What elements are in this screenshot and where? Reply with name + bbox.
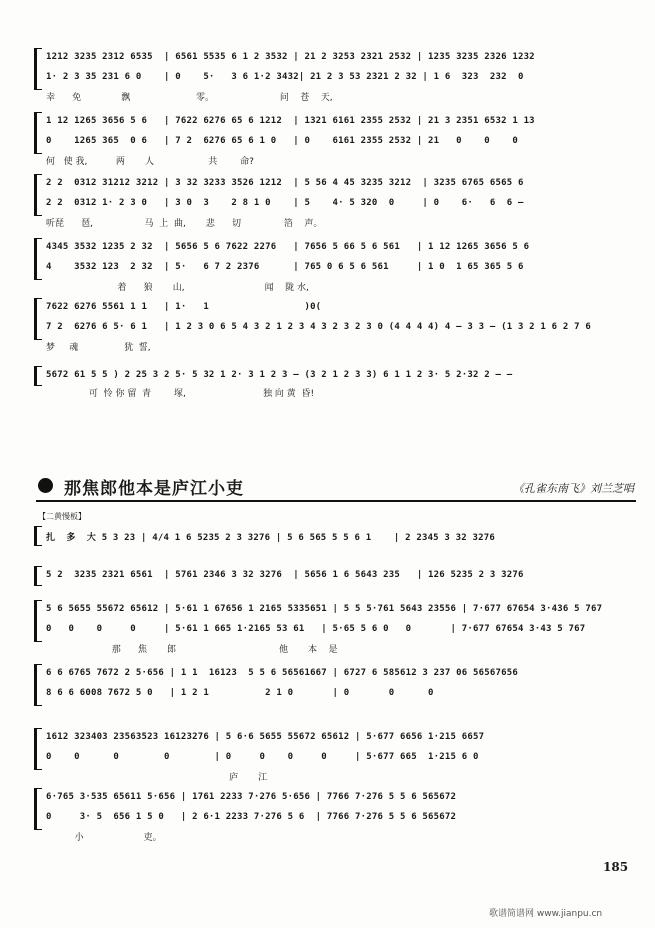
bullet-dot-icon [38,478,53,493]
lyric-line: 听琵 琶, 马 上 曲, 悲 切 箔 声。 [46,219,323,229]
lyric-line: 着 狼 山, 闻 陇 水, [46,283,309,293]
score-system-7 [34,526,634,556]
system-bracket [34,112,42,154]
mode-label: 【二黄慢板】 [38,512,86,521]
score-system-1 [34,48,634,106]
score-system-8 [34,566,634,596]
system-bracket [34,298,42,340]
notation-line-upper: 5 6 5655 55672 65612 | 5·61 1 67656 1 2165 5335651 | 5 5 5·761 5643 23556 | 7·677 67654 3·436 5 767 [46,604,603,614]
song-source: 《孔雀东南飞》刘兰芝唱 [513,482,634,495]
notation-line-upper: 1 12 1265 3656 5 6 | 7622 6276 65 6 1212 | 1321 6161 2355 2532 | 21 3 2351 6532 1 13 [46,116,535,126]
system-bracket [34,48,42,90]
lyric-line: 梦 魂 犹 誓, [46,343,151,353]
score-system-2 [34,112,634,170]
notation-line-upper: 扎 多 大 5 3 23 | 4/4 1 6 5235 2 3 3276 | 5 6 565 5 5 6 1 | 2 2345 3 32 3276 [46,533,495,543]
lyric-line: 小 吏。 [46,833,162,843]
system-bracket [34,788,42,830]
song-title-row [36,474,636,502]
system-bracket [34,174,42,216]
lyric-line: 那 焦 郎 他 本 是 [46,645,338,655]
notation-line-upper: 2 2 0312 31212 3212 | 3 32 3233 3526 1212 | 5 56 4 45 3235 3212 | 3235 6765 6565 6 [46,178,524,188]
song-title: 那焦郎他本是庐江小吏 [64,479,244,499]
lyric-line: 幸 免 飘 零。 问 苍 天, [46,93,333,103]
notation-line-lower: 8 6 6 6008 7672 5 0 | 1 2 1 2 1 0 | 0 0 0 [46,688,434,698]
lyric-line: 可 怜 你 留 青 塚, 独 向 黄 昏! [46,389,315,399]
lyric-line: 庐 江 [46,773,268,783]
notation-line-upper: 4345 3532 1235 2 32 | 5656 5 6 7622 2276 | 7656 5 66 5 6 561 | 1 12 1265 3656 5 6 [46,242,530,252]
score-system-9 [34,600,634,658]
system-bracket [34,600,42,642]
score-system-6 [34,366,634,406]
score-system-5 [34,298,634,356]
notation-line-lower: 2 2 0312 1· 2 3 0 | 3 0 3 2 8 1 0 | 5 4· 5 320 0 | 0 6· 6 6 – [46,198,524,208]
notation-line-lower: 1· 2 3 35 231 6 0 | 0 5· 3 6 1·2 3432| 21 2 3 53 2321 2 32 | 1 6 323 232 0 [46,72,524,82]
system-bracket [34,664,42,706]
notation-line-upper: 7622 6276 5561 1 1 | 1· 1 )0( [46,302,322,312]
score-system-3 [34,174,634,232]
score-system-12 [34,788,634,846]
site-watermark: 歌谱简谱网 www.jianpu.cn [489,909,603,919]
system-bracket [34,526,42,546]
notation-line-upper: 6·765 3·535 65611 5·656 | 1761 2233 7·276 5·656 | 7766 7·276 5 5 6 565672 [46,792,457,802]
score-system-4 [34,238,634,296]
notation-line-lower: 7 2 6276 6 5· 6 1 | 1 2 3 0 6 5 4 3 2 1 2 3 4 3 2 3 2 3 0 (4 4 4 4) 4 – 3 3 – (1 3 2 1 6 2 7 6 [46,322,591,332]
page-number: 185 [603,860,629,874]
system-bracket [34,728,42,770]
notation-line-upper: 6 6 6765 7672 2 5·656 | 1 1 16123 5 5 6 56561667 | 6727 6 585612 3 237 06 56567656 [46,668,518,678]
notation-line-upper: 1212 3235 2312 6535 | 6561 5535 6 1 2 3532 | 21 2 3253 2321 2532 | 1235 3235 2326 1232 [46,52,535,62]
notation-line-lower: 4 3532 123 2 32 | 5· 6 7 2 2376 | 765 0 6 5 6 561 | 1 0 1 65 365 5 6 [46,262,524,272]
score-system-10 [34,664,634,714]
system-bracket [34,238,42,280]
notation-line-upper: 5672 61 5 5 ) 2 25 3 2 5· 5 32 1 2· 3 1 2 3 – (3 2 1 2 3 3) 6 1 1 2 3· 5 2·32 2 – – [46,370,513,380]
notation-line-lower: 0 3· 5 656 1 5 0 | 2 6·1 2233 7·276 5 6 | 7766 7·276 5 5 6 565672 [46,812,457,822]
notation-line-lower: 0 0 0 0 | 0 0 0 0 | 5·677 665 1·215 6 0 [46,752,479,762]
score-system-11 [34,728,634,786]
notation-line-upper: 5 2 3235 2321 6561 | 5761 2346 3 32 3276 | 5656 1 6 5643 235 | 126 5235 2 3 3276 [46,570,524,580]
notation-line-upper: 1612 323403 23563523 16123276 | 5 6·6 5655 55672 65612 | 5·677 6656 1·215 6657 [46,732,485,742]
system-bracket [34,566,42,586]
lyric-line: 何 使 我, 两 人 共 命? [46,157,254,167]
notation-line-lower: 0 1265 365 0 6 | 7 2 6276 65 6 1 0 | 0 6161 2355 2532 | 21 0 0 0 [46,136,518,146]
notation-line-lower: 0 0 0 0 | 5·61 1 665 1·2165 53 61 | 5·65 5 6 0 0 | 7·677 67654 3·43 5 767 [46,624,586,634]
system-bracket [34,366,42,386]
